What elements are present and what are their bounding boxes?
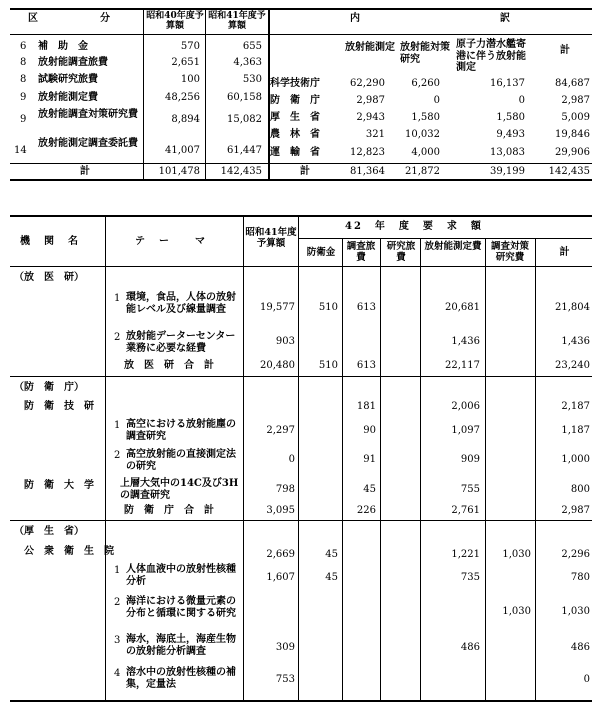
- cell: 2,669: [266, 549, 295, 560]
- row-v41: 61,447: [227, 145, 262, 156]
- total-v41: 142,435: [220, 166, 262, 177]
- sub-org: 防 衛 大 学: [24, 480, 94, 491]
- row-theme: 海洋における微量元素の分布と循環に関する研究: [126, 596, 236, 619]
- row-theme: 環境，食品，人体の放射能レベル及び線量調査: [126, 292, 236, 315]
- row-v41: 15,082: [227, 114, 262, 125]
- row-v41: 60,158: [227, 92, 262, 103]
- row-name: 補 助 金: [38, 41, 88, 52]
- sub-cell: 19,846: [555, 129, 590, 140]
- cell: 1,436: [561, 336, 590, 347]
- cell: 22,117: [445, 360, 480, 371]
- row-theme: 上層大気中の14C及び3Hの調査研究: [120, 478, 239, 501]
- col-header: 調査対策研究費: [490, 241, 529, 263]
- cell: 613: [356, 302, 376, 313]
- row-v41: 530: [242, 74, 262, 85]
- row-theme: 溶水中の放射性核種の補集，定量法: [126, 667, 236, 690]
- section-org: （放 医 研）: [14, 272, 84, 283]
- col-header-category: 区 分: [28, 13, 112, 24]
- row-no: 1: [114, 420, 121, 431]
- row-v40: 2,651: [171, 57, 200, 68]
- row-no: 9: [20, 92, 27, 103]
- row-v40: 570: [180, 41, 200, 52]
- section-org: （厚 生 省）: [14, 526, 84, 537]
- cell: 19,577: [260, 302, 295, 313]
- col-header-theme: テ ー マ: [135, 236, 207, 247]
- row-no: 14: [14, 145, 27, 156]
- sub-header: 計: [560, 45, 570, 56]
- cell: 23,240: [555, 360, 590, 371]
- sub-total-label: 計: [300, 166, 310, 177]
- row-v40: 41,007: [165, 145, 200, 156]
- row-name: 放射能調査対策研究費: [38, 109, 138, 120]
- cell: 2,187: [561, 401, 590, 412]
- cell: 486: [460, 642, 480, 653]
- row-no: 6: [20, 41, 27, 52]
- row-no: 8: [20, 57, 27, 68]
- row-no: 4: [114, 668, 121, 679]
- sub-cell: 4,000: [411, 147, 440, 158]
- row-theme: 人体血液中の放射性核種分析: [126, 564, 236, 587]
- row-name: 放射能測定費: [38, 92, 98, 103]
- cell: 90: [363, 425, 376, 436]
- sub-org: 公 衆 衛 生 院: [24, 546, 114, 557]
- row-name: 試験研究旅費: [38, 74, 98, 85]
- cell: 3,095: [266, 505, 295, 516]
- cell: 486: [570, 642, 590, 653]
- row-theme: 海水，海底土，海産生物の放射能分析調査: [126, 634, 236, 657]
- total-v40: 101,478: [158, 166, 200, 177]
- row-no: 3: [114, 635, 121, 646]
- sub-org: 科学技術庁: [270, 78, 320, 89]
- cell: 20,681: [445, 302, 480, 313]
- cell: 2,761: [451, 505, 480, 516]
- row-v41: 655: [242, 41, 262, 52]
- sub-cell: 13,083: [490, 147, 525, 158]
- cell: 1,030: [502, 549, 531, 560]
- cell: 909: [460, 454, 480, 465]
- sub-cell: 2,987: [561, 95, 590, 106]
- col-header-breakdown: 内 訳: [350, 13, 510, 24]
- sub-org: 農 林 省: [270, 129, 320, 140]
- cell: 613: [356, 360, 376, 371]
- cell: 798: [275, 484, 295, 495]
- cell: 1,030: [561, 606, 590, 617]
- col-header-request42: 42 年 度 要 求 額: [345, 221, 483, 232]
- row-v41: 4,363: [233, 57, 262, 68]
- sub-cell: 321: [365, 129, 385, 140]
- sub-cell: 84,687: [555, 78, 590, 89]
- sub-cell: 1,580: [411, 112, 440, 123]
- cell: 1,187: [561, 425, 590, 436]
- row-no: 9: [20, 114, 27, 125]
- cell: 20,480: [260, 360, 295, 371]
- col-header-budget41: 昭和41年度予算額: [208, 11, 266, 32]
- subtotal-label: 放 医 研 合 計: [124, 360, 214, 371]
- cell: 1,000: [561, 454, 590, 465]
- cell: 800: [570, 484, 590, 495]
- sub-cell: 62,290: [350, 78, 385, 89]
- cell: 2,006: [451, 401, 480, 412]
- col-header: 放射能測定費: [424, 241, 482, 252]
- cell: 21,804: [555, 302, 590, 313]
- cell: 1,607: [266, 572, 295, 583]
- cell: 1,221: [451, 549, 480, 560]
- sub-total-cell: 39,199: [490, 166, 525, 177]
- col-header: 研究旅費: [386, 241, 416, 263]
- cell: 2,296: [561, 549, 590, 560]
- cell: 181: [356, 401, 376, 412]
- col-header-budget41: 昭和41年度予算額: [245, 227, 297, 249]
- cell: 1,030: [502, 606, 531, 617]
- sub-total-cell: 142,435: [548, 166, 590, 177]
- sub-cell: 10,032: [405, 129, 440, 140]
- sub-cell: 2,987: [356, 95, 385, 106]
- subtotal-label: 防 衛 庁 合 計: [124, 505, 214, 516]
- row-no: 2: [114, 332, 121, 343]
- sub-total-cell: 81,364: [350, 166, 385, 177]
- row-theme: 高空における放射能塵の調査研究: [126, 419, 236, 442]
- sub-cell: 9,493: [496, 129, 525, 140]
- sub-header: 放射能対策研究: [400, 42, 450, 65]
- cell: 226: [356, 505, 376, 516]
- cell: 309: [275, 642, 295, 653]
- cell: 45: [325, 572, 338, 583]
- sub-org: 運 輸 省: [270, 147, 320, 158]
- cell: 0: [583, 674, 590, 685]
- row-theme: 放射能データーセンター業務に必要な経費: [126, 331, 236, 354]
- row-v40: 100: [180, 74, 200, 85]
- row-v40: 48,256: [165, 92, 200, 103]
- sub-org: 防 衛 技 研: [24, 401, 94, 412]
- sub-cell: 0: [433, 95, 440, 106]
- sub-cell: 29,906: [555, 147, 590, 158]
- cell: 903: [275, 336, 295, 347]
- row-no: 1: [114, 293, 121, 304]
- row-no: 8: [20, 74, 27, 85]
- cell: 1,097: [451, 425, 480, 436]
- col-header-org: 機 関 名: [20, 236, 80, 247]
- cell: 780: [570, 572, 590, 583]
- col-header-budget40: 昭和40年度予算額: [146, 11, 204, 32]
- row-no: 1: [114, 565, 121, 576]
- row-name: 放射能調査旅費: [38, 57, 108, 68]
- row-v40: 8,894: [171, 114, 200, 125]
- sub-cell: 5,009: [561, 112, 590, 123]
- sub-header: 原子力潜水艦寄港に伴う放射能測定: [456, 39, 526, 73]
- cell: 2,297: [266, 425, 295, 436]
- cell: 510: [318, 302, 338, 313]
- cell: 45: [363, 484, 376, 495]
- col-header: 防衛金: [306, 247, 336, 258]
- sub-org: 厚 生 省: [270, 112, 320, 123]
- cell: 510: [318, 360, 338, 371]
- sub-cell: 0: [518, 95, 525, 106]
- cell: 45: [325, 549, 338, 560]
- row-no: 2: [114, 450, 121, 461]
- cell: 0: [288, 454, 295, 465]
- row-no: 2: [114, 597, 121, 608]
- col-header: 計: [559, 247, 570, 258]
- sub-cell: 16,137: [490, 78, 525, 89]
- total-label: 計: [80, 166, 90, 177]
- col-header: 調査旅費: [346, 241, 376, 263]
- cell: 1,436: [451, 336, 480, 347]
- sub-cell: 2,943: [356, 112, 385, 123]
- cell: 755: [460, 484, 480, 495]
- sub-cell: 12,823: [350, 147, 385, 158]
- sub-cell: 6,260: [411, 78, 440, 89]
- sub-total-cell: 21,872: [405, 166, 440, 177]
- section-org: （防 衛 庁）: [14, 382, 84, 393]
- cell: 91: [363, 454, 376, 465]
- sub-org: 防 衛 庁: [270, 95, 320, 106]
- sub-cell: 1,580: [496, 112, 525, 123]
- cell: 735: [460, 572, 480, 583]
- row-theme: 高空放射能の直接測定法の研究: [126, 449, 236, 472]
- cell: 753: [275, 674, 295, 685]
- cell: 2,987: [561, 505, 590, 516]
- sub-header: 放射能測定: [345, 42, 395, 53]
- row-name: 放射能測定調査委託費: [38, 138, 138, 149]
